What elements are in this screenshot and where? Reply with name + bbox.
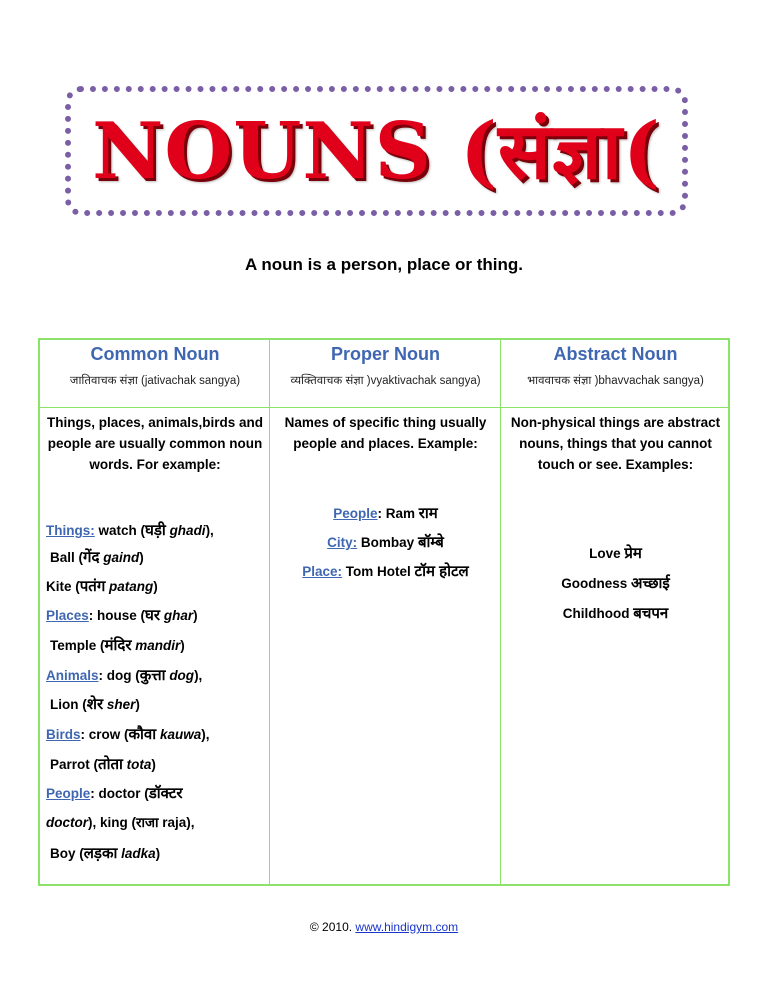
example-parrot xyxy=(50,754,156,774)
example-end: ) xyxy=(180,638,185,653)
hindi-word: बचपन xyxy=(633,605,669,622)
translit: doctor xyxy=(46,815,88,830)
link-animals[interactable]: Animals xyxy=(46,668,99,683)
example-end: ) xyxy=(193,608,198,623)
hindi-word: प्रेम xyxy=(624,545,642,562)
example-text: Childhood xyxy=(562,606,634,621)
example-place xyxy=(270,561,501,581)
hindi-word: कौवा xyxy=(128,726,157,743)
translit: mandir xyxy=(135,638,181,653)
hindi-word: डॉक्टर xyxy=(148,785,183,802)
translit: sher xyxy=(106,697,136,712)
translit: patang xyxy=(109,579,154,594)
example-text: Tom Hotel xyxy=(342,564,415,579)
link-things[interactable]: Things: xyxy=(46,523,95,538)
example-places xyxy=(46,605,198,625)
example-love xyxy=(501,543,730,563)
translit: kauwa xyxy=(159,727,202,742)
example-end: ), xyxy=(205,523,214,538)
hindi-word: पतंग xyxy=(79,578,106,595)
hindi-word: अच्छाई xyxy=(631,575,670,592)
example-text: : Ram xyxy=(377,506,419,521)
heading-proper-noun: Proper Noun xyxy=(330,344,440,364)
hindi-word: कुत्ता xyxy=(139,667,166,684)
hindi-word: टॉम होटल xyxy=(414,563,469,580)
column-abstract-noun xyxy=(501,340,730,884)
subheading-proper-noun: व्यक्तिवाचक संज्ञा )vyaktivachak sangya) xyxy=(290,375,481,387)
page-title: NOUNS (संज्ञा( xyxy=(92,106,661,197)
example-text: watch ( xyxy=(94,523,146,538)
link-city[interactable]: City: xyxy=(327,535,358,550)
link-place[interactable]: Place: xyxy=(302,564,343,579)
example-text: Goodness xyxy=(561,576,631,591)
example-text: Parrot ( xyxy=(50,757,99,772)
description-proper-noun: Names of specific thing usually people and places. Example: xyxy=(284,415,487,451)
example-text: : crow ( xyxy=(80,727,129,742)
example-text: : house ( xyxy=(88,608,146,623)
hindi-word: बॉम्बे xyxy=(417,534,444,551)
hindi-word: लड़का xyxy=(83,845,118,862)
example-ball xyxy=(50,547,144,567)
heading-common-noun: Common Noun xyxy=(90,344,220,364)
example-people xyxy=(46,783,183,803)
hindi-word: राम xyxy=(418,505,438,522)
example-end: ), king (राजा raja), xyxy=(88,815,195,830)
translit: tota xyxy=(126,757,152,772)
link-birds[interactable]: Birds xyxy=(46,727,81,742)
example-kite xyxy=(46,576,158,596)
translit: dog xyxy=(169,668,195,683)
hindi-word: घर xyxy=(145,607,161,624)
example-things xyxy=(46,520,214,540)
link-people[interactable]: People xyxy=(46,786,91,801)
translit: ghadi xyxy=(169,523,206,538)
example-end: ) xyxy=(153,579,158,594)
example-city xyxy=(270,532,501,552)
example-text: Kite ( xyxy=(46,579,80,594)
column-proper-noun xyxy=(270,340,501,884)
example-goodness xyxy=(501,573,730,593)
title-frame xyxy=(65,86,688,216)
example-text: Lion ( xyxy=(50,697,87,712)
description-abstract-noun: Non-physical things are abstract nouns, things that you cannot touch or see. Examples: xyxy=(510,415,721,472)
link-people-proper[interactable]: People xyxy=(333,506,378,521)
example-animals xyxy=(46,665,202,685)
example-end: ), xyxy=(201,727,210,742)
copyright: © 2010. xyxy=(309,920,356,934)
example-text: Bombay xyxy=(357,535,418,550)
example-text: : dog ( xyxy=(98,668,140,683)
example-childhood xyxy=(501,603,730,623)
example-temple xyxy=(50,635,185,655)
footer-link[interactable]: www.hindigym.com xyxy=(355,920,459,934)
column-common-noun xyxy=(40,340,270,884)
translit: ghar xyxy=(163,608,194,623)
description-common-noun: Things, places, animals,birds and people are usually common noun words. For example: xyxy=(46,415,264,472)
subtitle: A noun is a person, place or thing. xyxy=(244,255,523,274)
hindi-word: शेर xyxy=(86,696,104,713)
example-end: ) xyxy=(135,697,140,712)
example-lion xyxy=(50,694,140,714)
subheading-abstract-noun: भाववाचक संज्ञा )bhavvachak sangya) xyxy=(527,375,704,387)
example-text: Ball ( xyxy=(50,550,84,565)
footer xyxy=(0,920,768,934)
link-places[interactable]: Places xyxy=(46,608,89,623)
example-end: ) xyxy=(139,550,144,565)
noun-table xyxy=(38,338,730,886)
example-text: Love xyxy=(589,546,625,561)
hindi-word: तोता xyxy=(98,756,123,773)
example-text: Boy ( xyxy=(50,846,84,861)
example-doctor-king xyxy=(46,813,195,831)
subheading-common-noun: जातिवाचक संज्ञा (jativachak sangya) xyxy=(69,375,241,387)
example-end: ) xyxy=(151,757,156,772)
example-birds xyxy=(46,724,209,744)
example-end: ) xyxy=(155,846,161,861)
hindi-word: घड़ी xyxy=(145,522,166,539)
example-boy xyxy=(50,843,160,863)
translit: ladka xyxy=(121,846,156,861)
example-text: : doctor ( xyxy=(90,786,149,801)
example-end: ), xyxy=(194,668,203,683)
translit: gaind xyxy=(103,550,140,565)
example-people-proper xyxy=(270,503,501,523)
example-text: Temple ( xyxy=(50,638,105,653)
hindi-word: मंदिर xyxy=(104,637,132,654)
hindi-word: गेंद xyxy=(83,549,100,566)
heading-abstract-noun: Abstract Noun xyxy=(553,344,678,364)
